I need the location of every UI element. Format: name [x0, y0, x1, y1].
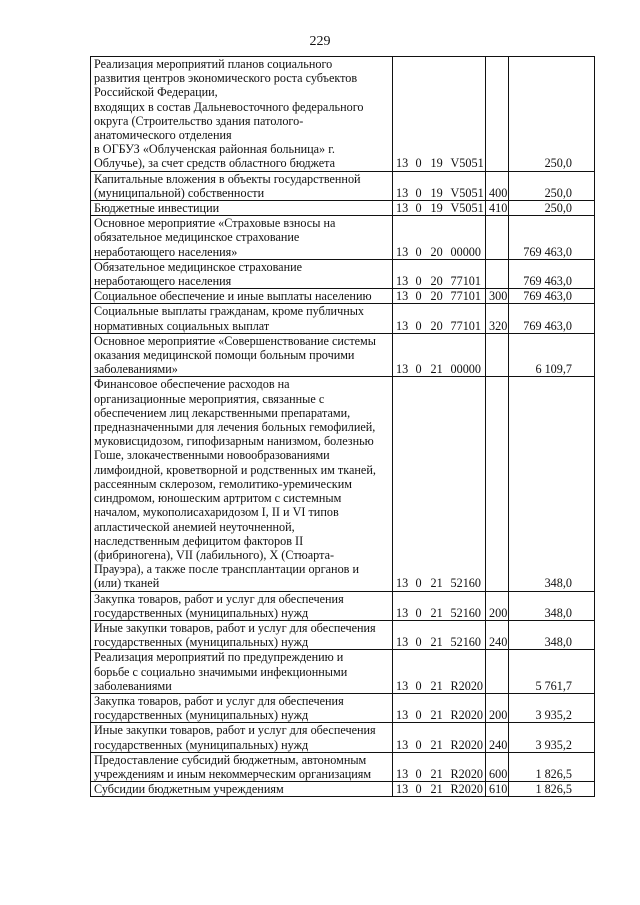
- subsection-code: 0: [413, 693, 428, 722]
- program-code: 21: [428, 591, 448, 620]
- table-row: [91, 171, 595, 200]
- subsection-code: 0: [413, 171, 428, 200]
- subsection-code: 0: [413, 201, 428, 216]
- expense-type-code: 300: [486, 289, 509, 304]
- program-code: 20: [428, 259, 448, 288]
- program-code: 21: [428, 693, 448, 722]
- section-code: 13: [393, 782, 413, 797]
- row-name: Финансовое обеспечение расходов на организационные мероприятия, связанные с обеспечением лиц лекарственными препаратами, предназначенными для лечения больных гемофилией, муковисцидозом, гипофизарным нанизмом, болезнью Гоше, злокачественными новообразованиями лимфоидной, кроветворной и родственных им тканей, рассеянным склерозом, гемолитико-уремическим синдромом, юношеским артритом с системным началом, мукополисахаридозом I, II и VI типов апластической анемией неуточненной, наследственным дефицитом факторов II (фибриногена), VII (лабильного), X (Стюарта- Прауэра), а также после трансплантации органов и (или) тканей: [91, 377, 393, 591]
- subsection-code: 0: [413, 723, 428, 752]
- expense-type-code: [486, 259, 509, 288]
- table-row: [91, 620, 595, 649]
- section-code: 13: [393, 289, 413, 304]
- table-row: [91, 752, 595, 781]
- section-code: 13: [393, 57, 413, 172]
- subsection-code: 0: [413, 650, 428, 694]
- program-code: 21: [428, 752, 448, 781]
- row-name: Социальное обеспечение и иные выплаты населению: [91, 289, 393, 304]
- row-name: Закупка товаров, работ и услуг для обеспечения государственных (муниципальных) нужд: [91, 693, 393, 722]
- section-code: 13: [393, 650, 413, 694]
- subsection-code: 0: [413, 620, 428, 649]
- program-code: 20: [428, 289, 448, 304]
- table-row: [91, 650, 595, 694]
- direction-code: R2020: [448, 752, 486, 781]
- expense-type-code: [486, 650, 509, 694]
- row-name: Основное мероприятие «Страховые взносы на обязательное медицинское страхование неработающего населения»: [91, 216, 393, 260]
- table-row: [91, 693, 595, 722]
- table-row: [91, 289, 595, 304]
- amount-value: 250,0: [509, 201, 595, 216]
- table-body: [91, 57, 595, 797]
- subsection-code: 0: [413, 289, 428, 304]
- section-code: 13: [393, 171, 413, 200]
- direction-code: 52160: [448, 377, 486, 591]
- expense-type-code: 240: [486, 620, 509, 649]
- table-row: [91, 333, 595, 377]
- row-name: Обязательное медицинское страхование неработающего населения: [91, 259, 393, 288]
- expense-type-code: [486, 57, 509, 172]
- program-code: 20: [428, 304, 448, 333]
- direction-code: 52160: [448, 591, 486, 620]
- row-name: Предоставление субсидий бюджетным, автономным учреждениям и иным некоммерческим организациям: [91, 752, 393, 781]
- amount-value: 3 935,2: [509, 723, 595, 752]
- row-name: Субсидии бюджетным учреждениям: [91, 782, 393, 797]
- subsection-code: 0: [413, 57, 428, 172]
- budget-table: [90, 56, 595, 797]
- amount-value: 348,0: [509, 620, 595, 649]
- row-name: Иные закупки товаров, работ и услуг для обеспечения государственных (муниципальных) нужд: [91, 620, 393, 649]
- row-name: Иные закупки товаров, работ и услуг для обеспечения государственных (муниципальных) нужд: [91, 723, 393, 752]
- expense-type-code: [486, 377, 509, 591]
- row-name: Закупка товаров, работ и услуг для обеспечения государственных (муниципальных) нужд: [91, 591, 393, 620]
- table-row: [91, 304, 595, 333]
- subsection-code: 0: [413, 782, 428, 797]
- amount-value: 769 463,0: [509, 289, 595, 304]
- table-row: [91, 57, 595, 172]
- row-name: Социальные выплаты гражданам, кроме публичных нормативных социальных выплат: [91, 304, 393, 333]
- row-name: Реализация мероприятий по предупреждению и борьбе с социально значимыми инфекционными заболеваниями: [91, 650, 393, 694]
- amount-value: 769 463,0: [509, 216, 595, 260]
- direction-code: 52160: [448, 620, 486, 649]
- section-code: 13: [393, 259, 413, 288]
- table-row: [91, 782, 595, 797]
- row-name: Реализация мероприятий планов социального развития центров экономического роста субъектов Российской Федерации, входящих в состав Дальневосточного федерального округа (Строительство здания патолого- анатомического отделения в ОГБУЗ «Облученская районная больница» г. Облучье), за счет средств областного бюджета: [91, 57, 393, 172]
- table-row: [91, 216, 595, 260]
- direction-code: V5051: [448, 171, 486, 200]
- direction-code: V5051: [448, 201, 486, 216]
- section-code: 13: [393, 693, 413, 722]
- amount-value: 348,0: [509, 591, 595, 620]
- expense-type-code: 610: [486, 782, 509, 797]
- program-code: 21: [428, 650, 448, 694]
- section-code: 13: [393, 333, 413, 377]
- table-row: [91, 201, 595, 216]
- program-code: 21: [428, 333, 448, 377]
- expense-type-code: 200: [486, 591, 509, 620]
- expense-type-code: [486, 216, 509, 260]
- program-code: 20: [428, 216, 448, 260]
- amount-value: 250,0: [509, 171, 595, 200]
- direction-code: V5051: [448, 57, 486, 172]
- expense-type-code: 410: [486, 201, 509, 216]
- amount-value: 769 463,0: [509, 259, 595, 288]
- section-code: 13: [393, 591, 413, 620]
- section-code: 13: [393, 201, 413, 216]
- program-code: 19: [428, 201, 448, 216]
- program-code: 21: [428, 620, 448, 649]
- amount-value: 348,0: [509, 377, 595, 591]
- direction-code: R2020: [448, 693, 486, 722]
- program-code: 21: [428, 377, 448, 591]
- direction-code: R2020: [448, 723, 486, 752]
- expense-type-code: 600: [486, 752, 509, 781]
- direction-code: 00000: [448, 216, 486, 260]
- row-name: Капитальные вложения в объекты государственной (муниципальной) собственности: [91, 171, 393, 200]
- expense-type-code: 240: [486, 723, 509, 752]
- subsection-code: 0: [413, 333, 428, 377]
- table-row: [91, 377, 595, 591]
- expense-type-code: [486, 333, 509, 377]
- amount-value: 769 463,0: [509, 304, 595, 333]
- direction-code: 77101: [448, 259, 486, 288]
- table-row: [91, 723, 595, 752]
- page-number: 229: [309, 34, 331, 49]
- section-code: 13: [393, 620, 413, 649]
- amount-value: 5 761,7: [509, 650, 595, 694]
- program-code: 21: [428, 782, 448, 797]
- direction-code: R2020: [448, 650, 486, 694]
- direction-code: 00000: [448, 333, 486, 377]
- subsection-code: 0: [413, 377, 428, 591]
- direction-code: 77101: [448, 289, 486, 304]
- table-row: [91, 259, 595, 288]
- direction-code: 77101: [448, 304, 486, 333]
- amount-value: 6 109,7: [509, 333, 595, 377]
- amount-value: 3 935,2: [509, 693, 595, 722]
- subsection-code: 0: [413, 216, 428, 260]
- section-code: 13: [393, 723, 413, 752]
- program-code: 21: [428, 723, 448, 752]
- row-name: Бюджетные инвестиции: [91, 201, 393, 216]
- program-code: 19: [428, 171, 448, 200]
- amount-value: 1 826,5: [509, 752, 595, 781]
- table-row: [91, 591, 595, 620]
- subsection-code: 0: [413, 304, 428, 333]
- amount-value: 250,0: [509, 57, 595, 172]
- subsection-code: 0: [413, 591, 428, 620]
- row-name: Основное мероприятие «Совершенствование системы оказания медицинской помощи больным прочими заболеваниями»: [91, 333, 393, 377]
- section-code: 13: [393, 752, 413, 781]
- expense-type-code: 400: [486, 171, 509, 200]
- section-code: 13: [393, 377, 413, 591]
- section-code: 13: [393, 216, 413, 260]
- direction-code: R2020: [448, 782, 486, 797]
- program-code: 19: [428, 57, 448, 172]
- expense-type-code: 200: [486, 693, 509, 722]
- expense-type-code: 320: [486, 304, 509, 333]
- amount-value: 1 826,5: [509, 782, 595, 797]
- subsection-code: 0: [413, 752, 428, 781]
- subsection-code: 0: [413, 259, 428, 288]
- section-code: 13: [393, 304, 413, 333]
